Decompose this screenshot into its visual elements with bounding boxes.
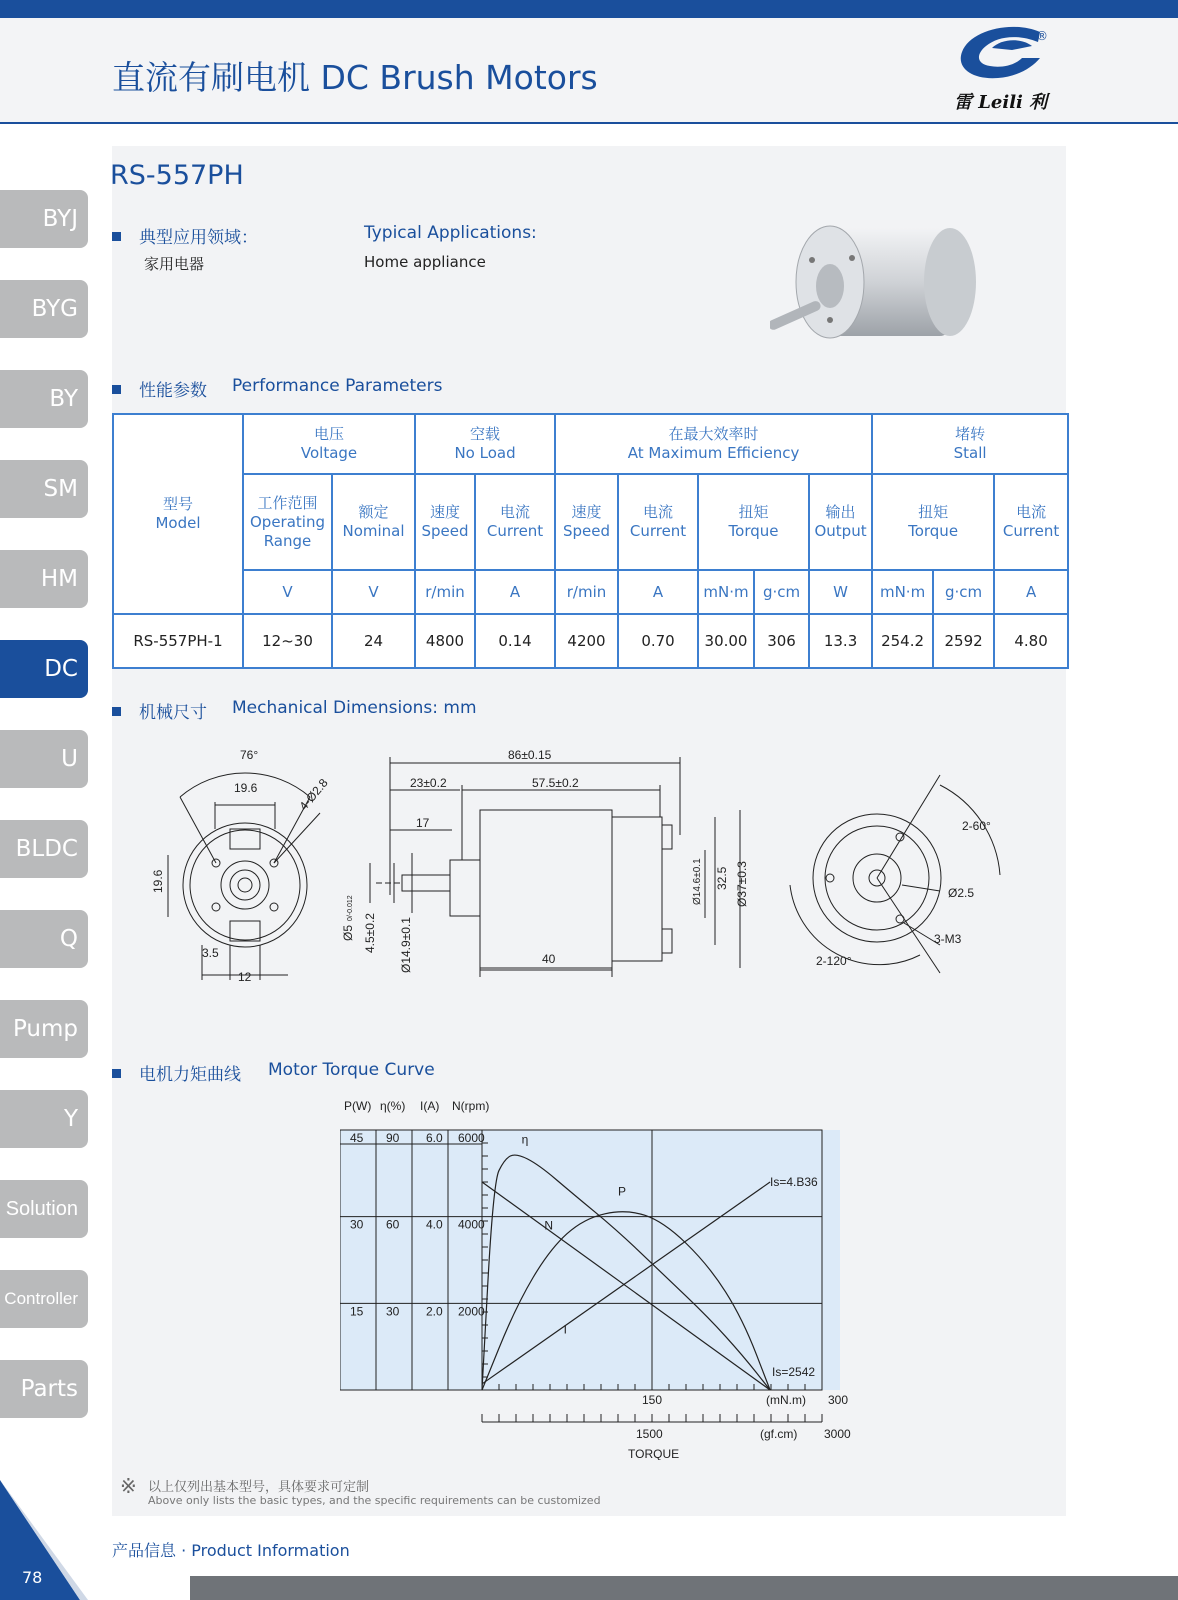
unit-cell: A (618, 570, 698, 614)
dim-2-60: 2-60° (962, 819, 991, 833)
bullet-square-icon (112, 232, 121, 241)
note-en: Above only lists the basic types, and the specific requirements can be customized (148, 1494, 601, 1507)
dim-57-5: 57.5±0.2 (532, 776, 579, 790)
dim-d5-tol: 0/-0.012 (347, 895, 354, 921)
header-noload-speed: 速度 Speed (415, 474, 475, 570)
torque-label-cn: 电机力矩曲线 (112, 1060, 241, 1085)
y-tick-label: 30 (350, 1217, 364, 1232)
mechanical-label-cn: 机械尺寸 (112, 698, 207, 723)
value-cell: 254.2 (872, 614, 933, 668)
y-tick-label: 2000 (458, 1304, 485, 1319)
value-cell: 2592 (933, 614, 994, 668)
tab-controller[interactable]: Controller (0, 1270, 88, 1328)
unit-cell: A (475, 570, 555, 614)
unit-cell: mN·m (872, 570, 933, 614)
unit-cell: g·cm (933, 570, 994, 614)
tab-pump[interactable]: Pump (0, 1000, 88, 1058)
bullet-square-icon (112, 707, 121, 716)
header-model: 型号 Model (113, 414, 243, 614)
header-nominal: 额定 Nominal (332, 474, 415, 570)
series-label: N (544, 1218, 554, 1233)
mechanical-drawing (140, 745, 1040, 1015)
applications-label-en: Typical Applications: (364, 223, 537, 243)
y-tick-label: 4000 (458, 1217, 485, 1232)
y-tick-label: 6000 (458, 1131, 485, 1145)
bullet-square-icon (112, 385, 121, 394)
torque-label-en: Motor Torque Curve (268, 1060, 435, 1080)
page-number: 78 (22, 1568, 43, 1587)
tab-u[interactable]: U (0, 730, 88, 788)
note-cn: ※ 以上仅列出基本型号，具体要求可定制 (120, 1474, 370, 1498)
dim-40: 40 (542, 952, 556, 966)
x-tick-label-bottom: 1500 (636, 1427, 663, 1441)
header-stall: 堵转 Stall (872, 414, 1068, 474)
header-no-load: 空载 No Load (415, 414, 555, 474)
rear-view (790, 775, 1000, 973)
tab-y[interactable]: Y (0, 1090, 88, 1148)
tab-hm[interactable]: HM (0, 550, 88, 608)
applications-label-cn: 典型应用领域： (112, 223, 258, 248)
y-axis-title: P(W) (344, 1100, 372, 1113)
header-stall-current: 电流 Current (994, 474, 1068, 570)
series-label: I (563, 1322, 567, 1337)
page-title: 直流有刷电机 DC Brush Motors (112, 58, 598, 97)
dim-d5: Ø5 (341, 924, 355, 941)
y-axis-title: η(%) (380, 1100, 406, 1113)
dim-37: Ø37±0.3 (735, 861, 749, 907)
tab-by[interactable]: BY (0, 370, 88, 428)
dim-19-6-top: 19.6 (234, 781, 258, 795)
x-unit-label: (mN.m) (766, 1393, 806, 1407)
dim-2-120: 2-120° (816, 954, 852, 968)
tab-sm[interactable]: SM (0, 460, 88, 518)
dim-14-9: Ø14.9±0.1 (399, 917, 413, 973)
y-tick-label: 60 (386, 1217, 400, 1232)
performance-table (112, 413, 1069, 669)
unit-cell: V (332, 570, 415, 614)
dim-23: 23±0.2 (410, 776, 447, 790)
model-title: RS-557PH (110, 160, 244, 191)
mechanical-label-en: Mechanical Dimensions: mm (232, 698, 477, 718)
x-tick-label: 150 (642, 1393, 663, 1407)
unit-cell: r/min (555, 570, 618, 614)
header-output: 输出 Output (809, 474, 872, 570)
y-tick-label: 45 (350, 1131, 364, 1145)
applications-value-cn: 家用电器 (144, 255, 205, 273)
value-cell: 306 (754, 614, 809, 668)
motor-photo (770, 210, 1000, 360)
dim-d2-5: Ø2.5 (948, 886, 975, 900)
tab-solution[interactable]: Solution (0, 1180, 88, 1238)
header-noload-current: 电流 Current (475, 474, 555, 570)
tab-dc[interactable]: DC (0, 640, 88, 698)
dim-14-6: Ø14.6±0.1 (692, 858, 703, 905)
series-label: η (521, 1132, 529, 1147)
table-row (113, 614, 1068, 668)
annotation-is-top: Is=4.B36 (770, 1175, 818, 1189)
unit-cell: r/min (415, 570, 475, 614)
dim-86: 86±0.15 (508, 748, 552, 762)
unit-cell: W (809, 570, 872, 614)
value-cell: 4800 (415, 614, 475, 668)
value-cell: 0.70 (618, 614, 698, 668)
series-label: P (618, 1184, 627, 1199)
dim-17: 17 (416, 816, 430, 830)
y-axis-title: I(A) (420, 1100, 440, 1113)
note-mark-icon: ※ (120, 1474, 137, 1498)
dim-76: 76° (240, 748, 259, 762)
y-tick-label: 4.0 (426, 1217, 443, 1232)
value-cell: 24 (332, 614, 415, 668)
header-maxeff-current: 电流 Current (618, 474, 698, 570)
value-cell: 12~30 (243, 614, 332, 668)
performance-label-en: Performance Parameters (232, 376, 443, 396)
performance-label-cn: 性能参数 (112, 376, 207, 401)
value-cell: 4200 (555, 614, 618, 668)
y-axis-title: N(rpm) (452, 1100, 490, 1113)
dim-32-5: 32.5 (715, 866, 729, 890)
registered-mark: ® (1036, 29, 1048, 43)
value-cell: 13.3 (809, 614, 872, 668)
header-stall-torque: 扭矩 Torque (872, 474, 994, 570)
x-axis-title: TORQUE (628, 1447, 680, 1460)
dim-3-5: 3.5 (202, 946, 219, 960)
x-tick-label: 300 (828, 1393, 849, 1407)
tab-byj[interactable]: BYJ (0, 190, 88, 248)
footer-text: 产品信息 · Product Information (112, 1541, 350, 1560)
y-tick-label: 2.0 (426, 1304, 443, 1319)
unit-cell: g·cm (754, 570, 809, 614)
header-maxeff-speed: 速度 Speed (555, 474, 618, 570)
logo-text: 雷 Leili 利 (954, 92, 1048, 113)
value-cell: RS-557PH-1 (113, 614, 243, 668)
x-tick-label-bottom: 3000 (824, 1427, 851, 1441)
header-voltage: 电压 Voltage (243, 414, 415, 474)
torque-curve-chart (340, 1100, 860, 1460)
dim-3-m3: 3-M3 (934, 932, 962, 946)
dim-4-2-8: 4-Ø2.8 (296, 775, 331, 814)
tab-parts[interactable]: Parts (0, 1360, 88, 1418)
tab-q[interactable]: Q (0, 910, 88, 968)
unit-cell: A (994, 570, 1068, 614)
side-view (370, 757, 740, 977)
tab-byg[interactable]: BYG (0, 280, 88, 338)
tab-bldc[interactable]: BLDC (0, 820, 88, 878)
top-bar (0, 0, 1178, 18)
annotation-is-bottom: Is=2542 (772, 1365, 816, 1379)
applications-value-en: Home appliance (364, 253, 486, 271)
header-operating-range: 工作范围 Operating Range (243, 474, 332, 570)
footer-bar (190, 1576, 1178, 1600)
x-unit-label-bottom: (gf.cm) (760, 1427, 798, 1441)
bullet-square-icon (112, 1069, 121, 1078)
y-tick-label: 30 (386, 1304, 400, 1319)
header-max-efficiency: 在最大效率时 At Maximum Efficiency (555, 414, 872, 474)
dim-19-6-left: 19.6 (151, 869, 165, 893)
value-cell: 0.14 (475, 614, 555, 668)
value-cell: 4.80 (994, 614, 1068, 668)
header-maxeff-torque: 扭矩 Torque (698, 474, 809, 570)
unit-cell: mN·m (698, 570, 754, 614)
value-cell: 30.00 (698, 614, 754, 668)
y-tick-label: 6.0 (426, 1131, 443, 1145)
dim-4-5: 4.5±0.2 (363, 913, 377, 953)
dim-12: 12 (238, 970, 252, 984)
unit-cell: V (243, 570, 332, 614)
y-tick-label: 90 (386, 1131, 400, 1145)
y-tick-label: 15 (350, 1304, 364, 1319)
